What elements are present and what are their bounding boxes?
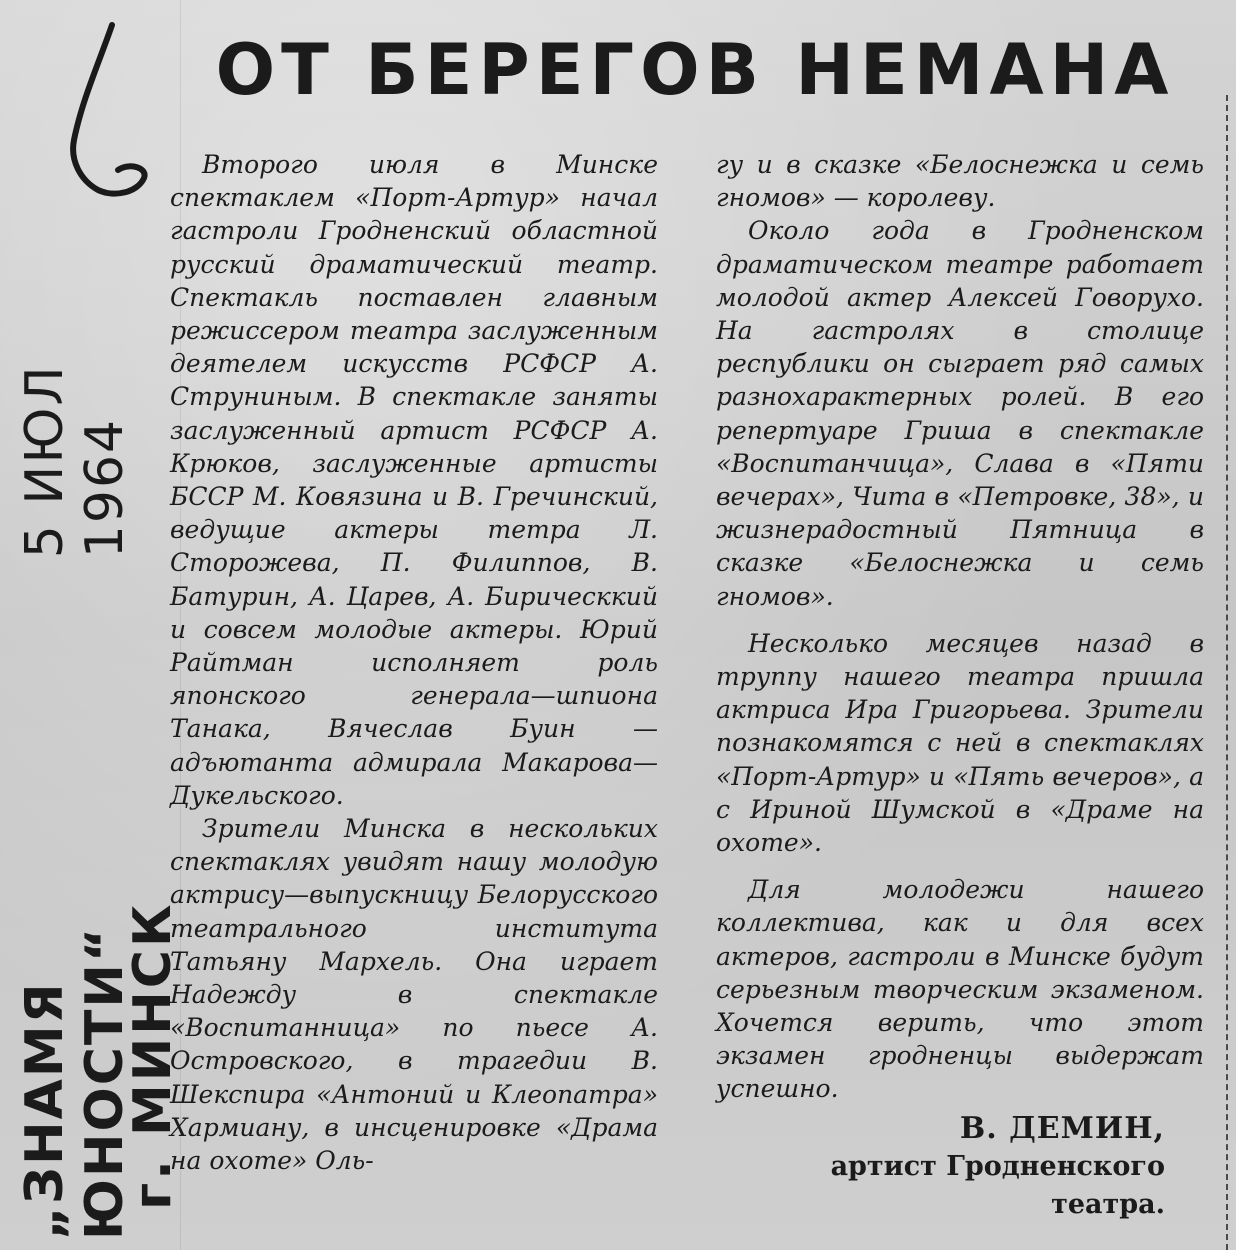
- paragraph: Зрители Минска в нескольких спектаклях увидят нашу молодую актрису—выпускницу Белорусского театрального института Татьяну Мархель. Она играет Надежду в спектакле «Воспитанница» по пьесе А. Островского, в трагедии В. Шекспира «Антоний и Клеопатра» Хармиану, в инсценировке «Драма на охоте» Оль-: [170, 814, 658, 1176]
- paragraph: Около года в Гродненском драматическом театре работает молодой актер Алексей Говорухо. На гастролях в столице республики он сыграет ряд самых разнохарактерных ролей. В его репертуаре Гриша в спектакле «Воспитанчица», Слава в «Пяти вечерах», Чита в «Петровке, 38», и жизнерадостный Пятница в сказке «Белоснежка и семь гномов».: [716, 216, 1204, 611]
- city-name: г. МИНСК: [123, 901, 183, 1210]
- author-name: В. ДЕМИН,: [959, 1111, 1165, 1146]
- paragraph: Несколько месяцев назад в труппу нашего театра пришла актриса Ира Григорьева. Зрители познакомятся с ней в спектаклях «Порт-Артур» и «Пять вечеров», а с Ириной Шумской в «Драме на охоте».: [716, 628, 1204, 858]
- paragraph: Для молодежи нашего коллектива, как и для всех актеров, гастроли в Минске будут серьезным творческим экзаменом. Хочется верить, что этот экзамен гродненцы выдержат успешно.: [716, 875, 1204, 1104]
- paragraph: Второго июля в Минске спектаклем «Порт-Артур» начал гастроли Гродненский областной русский драматический театр. Спектакль поставлен главным режиссером театра заслуженным деятелем искусств РСФСР А. Струниным. В спектакле заняты заслуженный артист РСФСР А. Крюков, заслуженные артисты БССР М. Ковязина и В. Гречинский, ведущие актеры тетра Л. Сторожева, П. Филиппов, В. Батурин, А. Царев, А. Бирическкий и совсем молодые актеры. Юрий Райтман исполняет роль японского генерала—шпиона Танака, Вячеслав Буин — адъютанта адмирала Макарова—Дукельского.: [170, 150, 658, 810]
- publication-date: 5 ИЮЛ 1964: [15, 364, 135, 559]
- torn-edge: [1226, 95, 1236, 1250]
- masthead-stamp: [15, 230, 190, 1240]
- article-column-left: [170, 148, 658, 1177]
- handwritten-pen-mark: [60, 20, 150, 210]
- article-column-right: [716, 148, 1204, 1106]
- newspaper-name: „ЗНАМЯ ЮНОСТИ“: [15, 925, 135, 1240]
- headline: ОТ БЕРЕГОВ НЕМАНА: [215, 29, 1175, 111]
- author-role-continued: театра.: [1051, 1189, 1165, 1220]
- paragraph: гу и в сказке «Белоснежка и семь гномов» — королеву.: [716, 150, 1204, 213]
- author-signature: [820, 1110, 1165, 1224]
- author-role: артист Гродненского: [830, 1151, 1165, 1182]
